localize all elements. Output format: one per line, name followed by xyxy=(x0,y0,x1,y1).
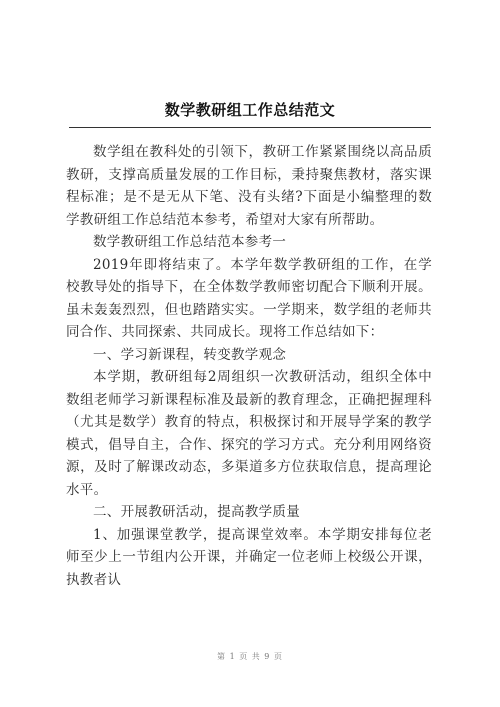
section-heading-1: 一、学习新课程，转变教学观念 xyxy=(93,346,287,363)
paragraph-intro: 数学组在教科处的引领下，教研工作紧紧围绕以高品质教研，支撑高质量发展的工作目标，秉持聚焦教材，落实课程标准；是不是无从下笔、没有头绪?下面是小编整理的数学教研组工作总结范本参考，希望对大家有所帮助。 xyxy=(66,144,432,228)
section-heading-2: 二、开展教研活动，提高教学质量 xyxy=(93,504,300,520)
paragraph-subtitle: 数学教研组工作总结范本参考一 xyxy=(93,234,287,250)
title-underline xyxy=(69,127,431,128)
paragraph-opening: 2019年即将结束了。本学年数学教研组的工作，在学校教导处的指导下，在全体数学教师密切配合下顺利开展。虽未轰轰烈烈，但也踏踏实实。一学期来，数学组的老师共同合作、共同探索、共同成长。现将工作总结如下： xyxy=(66,256,432,340)
paragraph-section-2: 1、加强课堂教学，提高课堂效率。本学期安排每位老师至少上一节组内公开课，并确定一位老师上校级公开课，执教者认 xyxy=(66,526,432,588)
page-footer: 第 1 页 共 9 页 xyxy=(217,652,283,661)
document-body xyxy=(66,141,432,591)
document-title: 数学教研组工作总结范文 xyxy=(164,101,336,119)
paragraph-section-1: 本学期，教研组每2周组织一次教研活动，组织全体中数组老师学习新课程标准及最新的教育理念，正确把握理科（尤其是数学）教育的特点，积极探讨和开展导学案的教学模式，倡导自主，合作、探究的学习方式。充分利用网络资源，及时了解课改动态，多渠道多方位获取信息，提高理论水平。 xyxy=(66,369,432,498)
